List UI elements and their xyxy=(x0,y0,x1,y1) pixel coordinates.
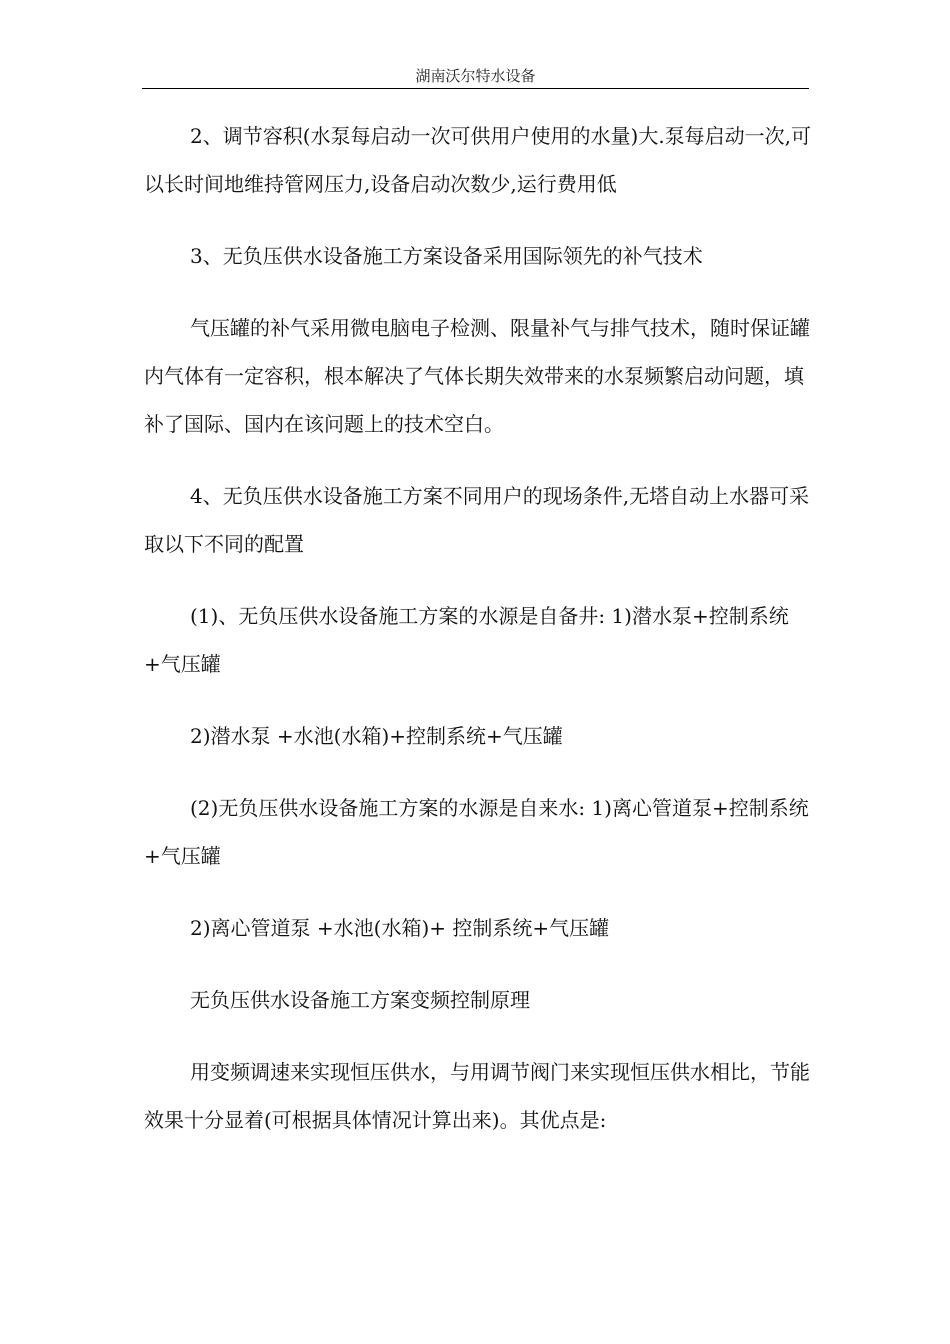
paragraph-8: 2)离心管道泵 +水池(水箱)+ 控制系统+气压罐 xyxy=(190,916,610,940)
paragraph-3: 气压罐的补气采用微电脑电子检测、限量补气与排气技术，随时保证罐内气体有一定容积，根本解决了气体长期失效带来的水泵频繁启动问题，填补了国际、国内在该问题上的技术空白。 xyxy=(144,316,810,436)
paragraph-4: 4、无负压供水设备施工方案不同用户的现场条件,无塔自动上水器可采取以下不同的配置 xyxy=(144,484,810,556)
page-header: 湖南沃尔特水设备 xyxy=(415,67,536,85)
paragraph-6: 2)潜水泵 +水池(水箱)+控制系统+气压罐 xyxy=(190,724,563,748)
paragraph-5: (1)、无负压供水设备施工方案的水源是自备井: 1)潜水泵+控制系统+气压罐 xyxy=(144,604,789,676)
paragraph-2: 3、无负压供水设备施工方案设备采用国际领先的补气技术 xyxy=(190,244,703,268)
paragraph-1: 2、调节容积(水泵每启动一次可供用户使用的水量)大.泵每启动一次,可以长时间地维持管网压力,设备启动次数少,运行费用低 xyxy=(144,124,812,196)
paragraph-7: (2)无负压供水设备施工方案的水源是自来水: 1)离心管道泵+控制系统+气压罐 xyxy=(144,796,809,868)
paragraph-9: 无负压供水设备施工方案变频控制原理 xyxy=(190,988,530,1012)
paragraph-10: 用变频调速来实现恒压供水，与用调节阀门来实现恒压供水相比，节能效果十分显着(可根据具体情况计算出来)。其优点是: xyxy=(144,1060,810,1132)
document-body xyxy=(144,112,812,1144)
header-rule xyxy=(142,88,809,89)
